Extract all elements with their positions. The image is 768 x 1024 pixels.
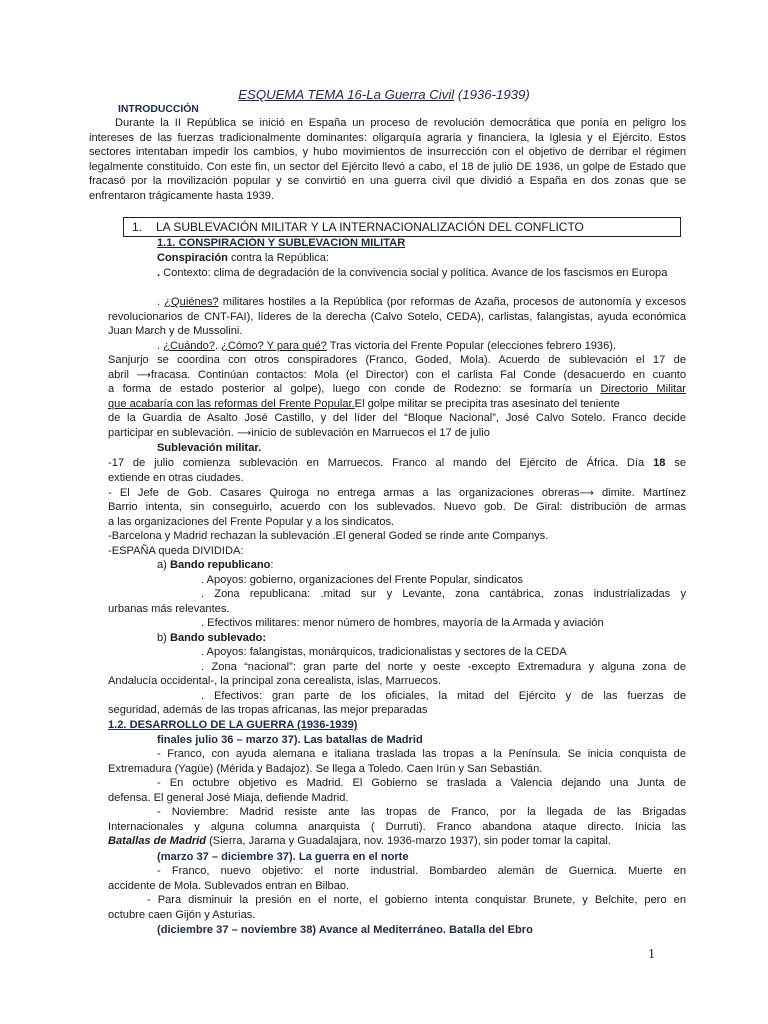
- fase-1-line-2: Extremadura (Yagüe) (Mérida y Badajoz). Se llega a Toledo. Caen Irún y San Sebastián.: [108, 763, 543, 775]
- sublevacion-line-2: extiende en otras ciudades.: [108, 472, 244, 484]
- fase-1-heading: finales julio 36 – marzo 37). Las batallas de Madrid: [157, 734, 423, 746]
- subsection-1-1-heading: 1.1. CONSPIRACIÓN Y SUBLEVACIÓN MILITAR: [157, 237, 406, 249]
- sublevado-apoyos: . Apoyos: falangistas, monárquicos, tradicionalistas y sectores de la CEDA: [201, 646, 567, 658]
- republicano-zona: . Zona republicana: .mitad sur y Levante, zona cantábrica, zonas industrializadas y: [201, 588, 686, 600]
- sub-l1c: se: [665, 457, 686, 469]
- a-bold: Bando republicano: [169, 559, 271, 571]
- sub-l3b: dimite. Martínez: [593, 487, 686, 499]
- forma-estado-text: a forma de estado posterior al golpe), luego con conde de Rodezno: se formaría un: [108, 383, 601, 395]
- como-question: ¿Cómo? Y para qué?: [221, 340, 327, 352]
- conspiracion-rest: contra la República:: [227, 252, 330, 264]
- quienes-body: militares hostiles a la República (por reformas de Azaña, procesos de autonomía y excesos revolucionarios de CNT-FAI), líderes de la derecha (Calvo Sotelo, CEDA), carlistas, falangistas, ayuda económica Juan March y de Mussolini.: [108, 296, 686, 338]
- arrow-icon: ⟶: [136, 370, 151, 381]
- inicio-text: inicio de sublevación en Marruecos el 17 de julio: [251, 427, 490, 439]
- sublevado-zona-cont: Andalucía occidental-, la principal zona cerealista, islas, Marruecos.: [108, 675, 441, 687]
- a-colon: :: [270, 559, 274, 571]
- cuando-line-5: [108, 397, 686, 412]
- fase-1-line-5: - Noviembre: Madrid resiste ante las tropas de Franco, por la llegada de las Brigadas: [157, 806, 686, 818]
- arrow-icon: ⟶: [236, 428, 252, 439]
- sublevacion-line-4: Barrio intenta, sin conseguirlo, acuerdo con los sublevados. Nuevo gob. De Giral: distribución de armas: [108, 501, 686, 513]
- batallas-de-madrid: Batallas de Madrid: [108, 835, 207, 847]
- fase-2-line-2: accidente de Mola. Sublevados entran en Bilbao.: [108, 880, 350, 892]
- fase-1-line-4: defensa. El general José Miaja, defiende Madrid.: [108, 792, 349, 804]
- title-years: (1936-1939): [457, 87, 530, 102]
- bando-republicano-heading: [157, 558, 274, 573]
- directorio-continuation: que acabaría con las reformas del Frente Popular.: [108, 398, 355, 410]
- intro-paragraph: Durante la II República se inició en España un proceso de revolución democrática que ponía en peligro los intereses de las fuerzas tradicionalmente dominantes: oligarquía agraria y financiera, la Iglesia y el Ejército. Estos sectores intentaban impedir los cambios, y hubo movimientos de insurrección con el objetivo de derribar el régimen legalmente constituido. Con este fin, un sector del Ejército llevó a cabo, el 18 de julio DE 1936, un golpe de Estado que fracasó por la movilización popular y se convirtió en una guerra civil que dividió a España en dos zonas que se enfrentaron trágicamente hasta 1939.: [89, 117, 686, 202]
- cuando-line-6: de la Guardia de Asalto José Castillo, y del líder del “Bloque Nacional”, José Calvo Sotelo. Franco decide: [108, 412, 686, 424]
- sublevado-efectivos: . Efectivos: gran parte de los oficiales, la mitad del Ejército y de las fuerzas de: [201, 690, 686, 702]
- sublevacion-line-6: -Barcelona y Madrid rechazan la sublevación .El general Goded se rinde ante Companys.: [108, 530, 549, 542]
- republicano-efectivos: . Efectivos militares: menor número de hombres, mayoría de la Armada y aviación: [201, 617, 604, 629]
- cuando-body-1: Tras victoria del Frente Popular (elecciones febrero 1936).: [329, 340, 617, 352]
- bando-sublevado-heading: [157, 631, 266, 646]
- section-1-number: 1.: [132, 220, 143, 234]
- fase-1-line-7: [108, 834, 611, 849]
- subsection-1-2-heading: 1.2. DESARROLLO DE LA GUERRA (1936-1939): [108, 719, 358, 731]
- sublevacion-line-5: a las organizaciones del Frente Popular y a los sindicatos.: [108, 516, 395, 528]
- sublevacion-line-1: [108, 456, 686, 471]
- fase-1-line-3: - En octubre objetivo es Madrid. El Gobierno se traslada a Valencia dejando una Junta de: [157, 777, 686, 789]
- participar-text: participar en sublevación.: [108, 427, 237, 439]
- fase-2-line-1: - Franco, nuevo objetivo: el norte industrial. Bombardeo alemán de Guernica. Muerte en: [157, 865, 686, 877]
- fase-1-l7b: (Sierra, Jarama y Guadalajara, nov. 1936-marzo 1937), sin poder tomar la capital.: [206, 835, 611, 847]
- fase-2-line-3: - Para disminuir la presión en el norte, el gobierno intenta conquistar Brunete, y Belchite, pero en: [147, 894, 686, 906]
- b-bold: Bando sublevado:: [169, 632, 267, 644]
- b-label: b): [157, 632, 170, 644]
- contexto-text: [157, 266, 686, 281]
- quienes-question: ¿Quiénes?: [164, 296, 219, 308]
- precipita-text: El golpe militar se precipita tras asesinato del teniente: [354, 398, 620, 410]
- sublevado-efectivos-cont: seguridad, además de las tropas africanas, las mejor preparadas: [108, 704, 428, 716]
- directorio-militar-link: Directorio Militar: [600, 383, 686, 395]
- title-main: ESQUEMA TEMA 16-La Guerra Civil: [238, 87, 455, 102]
- quienes-text: . ¿Quiénes? militares hostiles a la República (por reformas de Azaña, procesos de autonomía y excesos revolucionarios de CNT-FAI), líderes de la derecha (Calvo Sotelo, CEDA), carlistas, falangistas, ayuda económica Juan March y de Mussolini.: [108, 296, 686, 338]
- fase-2-line-4: octubre caen Gijón y Asturias.: [108, 909, 256, 921]
- fase-1-line-1: - Franco, con ayuda alemana e italiana traslada las tropas a la Península. Se inicia conquista de: [157, 748, 686, 760]
- cuando-line-1: . ¿Cuándo?. ¿Cómo? Y para qué? Tras victoria del Frente Popular (elecciones febrero 1936).: [157, 340, 617, 352]
- conspiracion-label: Conspiración: [157, 252, 228, 264]
- sublevacion-heading: Sublevación militar.: [157, 442, 262, 454]
- a-label: a): [157, 559, 170, 571]
- document-title: [0, 88, 768, 103]
- sub-l3a: - El Jefe de Gob. Casares Quiroga no entrega armas a las organizaciones obreras: [108, 487, 580, 499]
- cuando-line-7: [108, 426, 490, 442]
- conspiracion-heading: [157, 251, 329, 266]
- sub-l1a: -17 de julio comienza sublevación en Marruecos. Franco al mando del Ejército de África. Día: [108, 457, 654, 469]
- cuando-line-2: Sanjurjo se coordina con otros conspiradores (Franco, Goded, Mola). Acuerdo de sublevación el 17 de: [108, 354, 686, 366]
- fase-1-line-6: Internacionales y alguna columna anarquista ( Durruti). Franco abandona ataque directo. Inicia las: [108, 821, 686, 833]
- fase-2-heading: (marzo 37 – diciembre 37). La guerra en el norte: [157, 851, 409, 863]
- cuando-line-4: [108, 382, 686, 397]
- section-1-title: LA SUBLEVACIÓN MILITAR Y LA INTERNACIONALIZACIÓN DEL CONFLICTO: [156, 220, 584, 234]
- contexto-dot: .: [157, 267, 164, 279]
- republicano-apoyos: . Apoyos: gobierno, organizaciones del Frente Popular, sindicatos: [201, 574, 523, 586]
- arrow-icon: ⟶: [579, 488, 594, 499]
- cuando-question: ¿Cuándo?: [163, 340, 215, 352]
- fase-3-heading: (diciembre 37 – noviembre 38) Avance al Mediterráneo. Batalla del Ebro: [157, 924, 533, 936]
- republicano-zona-cont: urbanas más relevantes.: [108, 603, 230, 615]
- sublevado-zona: . Zona “nacional”: gran parte del norte y oeste -excepto Extremadura y alguna zona de: [201, 661, 686, 673]
- section-1-heading: [123, 217, 681, 237]
- sublevacion-line-7: -ESPAÑA queda DIVIDIDA:: [108, 545, 244, 557]
- abril-text: abril: [108, 369, 137, 381]
- page-number: 1: [648, 947, 655, 962]
- sub-l1b: 18: [653, 457, 666, 469]
- intro-heading: INTRODUCCIÓN: [118, 104, 199, 115]
- contexto-body: Contexto: clima de degradación de la convivencia social y política. Avance de los fascismos en Europa: [163, 267, 668, 279]
- fracasa-text: fracasa. Continúan contactos: Mola (el Director) con el carlista Fal Conde (desacuerdo en cuanto: [150, 369, 686, 381]
